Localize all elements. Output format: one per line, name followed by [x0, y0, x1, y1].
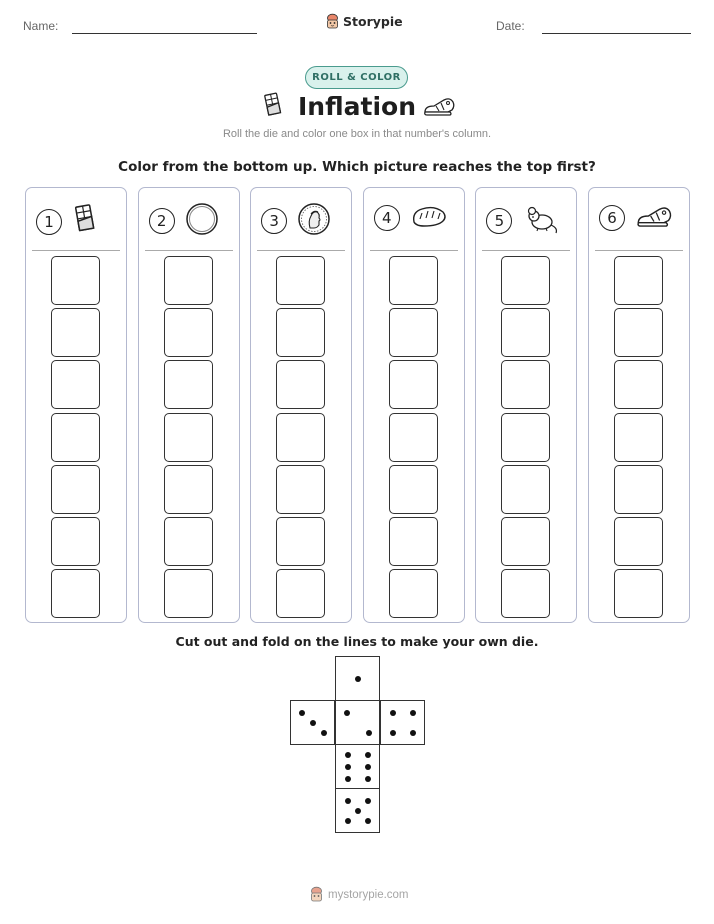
column-3	[250, 187, 352, 623]
color-box[interactable]	[51, 569, 100, 618]
name-line[interactable]	[72, 33, 257, 34]
pip	[390, 730, 396, 736]
die-instruction: Cut out and fold on the lines to make your own die.	[175, 634, 539, 649]
column-5	[475, 187, 577, 623]
pip	[390, 710, 396, 716]
pip	[365, 818, 371, 824]
color-box[interactable]	[51, 256, 100, 305]
die-face-6	[335, 744, 380, 789]
column-divider	[145, 250, 233, 251]
column-header	[261, 202, 331, 240]
color-box[interactable]	[501, 517, 550, 566]
column-header	[36, 202, 98, 242]
color-box[interactable]	[276, 360, 325, 409]
storypie-logo	[325, 13, 403, 30]
color-box[interactable]	[164, 413, 213, 462]
pip	[355, 676, 361, 682]
sandal-icon	[635, 202, 673, 234]
color-box[interactable]	[389, 256, 438, 305]
color-box[interactable]	[389, 517, 438, 566]
pip	[355, 808, 361, 814]
column-header	[486, 202, 560, 240]
color-box[interactable]	[276, 308, 325, 357]
die-face-5	[335, 788, 380, 833]
color-box[interactable]	[389, 308, 438, 357]
column-divider	[370, 250, 458, 251]
color-box[interactable]	[501, 308, 550, 357]
color-box[interactable]	[51, 360, 100, 409]
date-label: Date:	[496, 19, 525, 33]
column-2	[138, 187, 240, 623]
color-box[interactable]	[614, 413, 663, 462]
pip	[365, 776, 371, 782]
die-face-2	[335, 700, 380, 745]
coin-icon	[185, 202, 219, 240]
column-1	[25, 187, 127, 623]
color-box[interactable]	[614, 256, 663, 305]
brand-name: Storypie	[343, 14, 403, 29]
die-face-4	[380, 700, 425, 745]
roll-and-color-badge: ROLL & COLOR	[305, 66, 408, 89]
pip	[410, 730, 416, 736]
storypie-mascot-icon	[309, 886, 324, 903]
color-box[interactable]	[389, 360, 438, 409]
pip	[345, 798, 351, 804]
column-divider	[257, 250, 345, 251]
name-label: Name:	[23, 19, 59, 33]
color-box[interactable]	[614, 360, 663, 409]
footer-url: mystorypie.com	[328, 888, 409, 901]
die-number-badge: 4	[374, 205, 400, 231]
die-number-badge: 6	[599, 205, 625, 231]
color-box[interactable]	[501, 569, 550, 618]
color-box[interactable]	[614, 569, 663, 618]
column-6	[588, 187, 690, 623]
color-box[interactable]	[501, 413, 550, 462]
pip	[310, 720, 316, 726]
color-box[interactable]	[51, 413, 100, 462]
color-box[interactable]	[276, 256, 325, 305]
footer	[309, 886, 409, 903]
color-box[interactable]	[389, 569, 438, 618]
column-4	[363, 187, 465, 623]
bread-icon	[410, 202, 448, 234]
die-face-3	[290, 700, 335, 745]
color-box[interactable]	[164, 360, 213, 409]
pip	[366, 730, 372, 736]
column-header	[149, 202, 219, 240]
worksheet-title: Inflation	[298, 92, 416, 121]
column-divider	[482, 250, 570, 251]
color-box[interactable]	[276, 517, 325, 566]
date-line[interactable]	[542, 33, 691, 34]
color-box[interactable]	[51, 517, 100, 566]
color-box[interactable]	[164, 256, 213, 305]
color-box[interactable]	[501, 360, 550, 409]
pip	[365, 764, 371, 770]
pip	[345, 752, 351, 758]
color-box[interactable]	[614, 308, 663, 357]
color-box[interactable]	[164, 517, 213, 566]
pip	[345, 764, 351, 770]
column-header	[599, 202, 673, 234]
pip	[299, 710, 305, 716]
die-number-badge: 3	[261, 208, 287, 234]
pip	[365, 752, 371, 758]
color-box[interactable]	[501, 256, 550, 305]
pip	[410, 710, 416, 716]
column-divider	[32, 250, 120, 251]
mouse-icon	[522, 202, 560, 240]
color-box[interactable]	[389, 465, 438, 514]
color-box[interactable]	[276, 413, 325, 462]
color-box[interactable]	[501, 465, 550, 514]
subtitle: Roll the die and color one box in that number's column.	[222, 128, 492, 140]
color-box[interactable]	[51, 465, 100, 514]
pip	[321, 730, 327, 736]
chocolate-bar-icon	[72, 202, 98, 242]
color-box[interactable]	[389, 413, 438, 462]
pip	[365, 798, 371, 804]
color-box[interactable]	[276, 569, 325, 618]
color-box[interactable]	[614, 517, 663, 566]
old-coin-icon	[297, 202, 331, 240]
die-face-1	[335, 656, 380, 701]
pip	[345, 818, 351, 824]
pip	[345, 776, 351, 782]
column-divider	[595, 250, 683, 251]
color-box[interactable]	[614, 465, 663, 514]
column-header	[374, 202, 448, 234]
sandal-icon	[422, 94, 456, 118]
die-number-badge: 1	[36, 209, 62, 235]
color-box[interactable]	[164, 569, 213, 618]
color-instruction: Color from the bottom up. Which picture reaches the top first?	[118, 159, 596, 175]
color-box[interactable]	[276, 465, 325, 514]
color-box[interactable]	[164, 465, 213, 514]
die-number-badge: 2	[149, 208, 175, 234]
die-number-badge: 5	[486, 208, 512, 234]
pip	[344, 710, 350, 716]
storypie-mascot-icon	[325, 13, 340, 30]
color-box[interactable]	[164, 308, 213, 357]
color-box[interactable]	[51, 308, 100, 357]
